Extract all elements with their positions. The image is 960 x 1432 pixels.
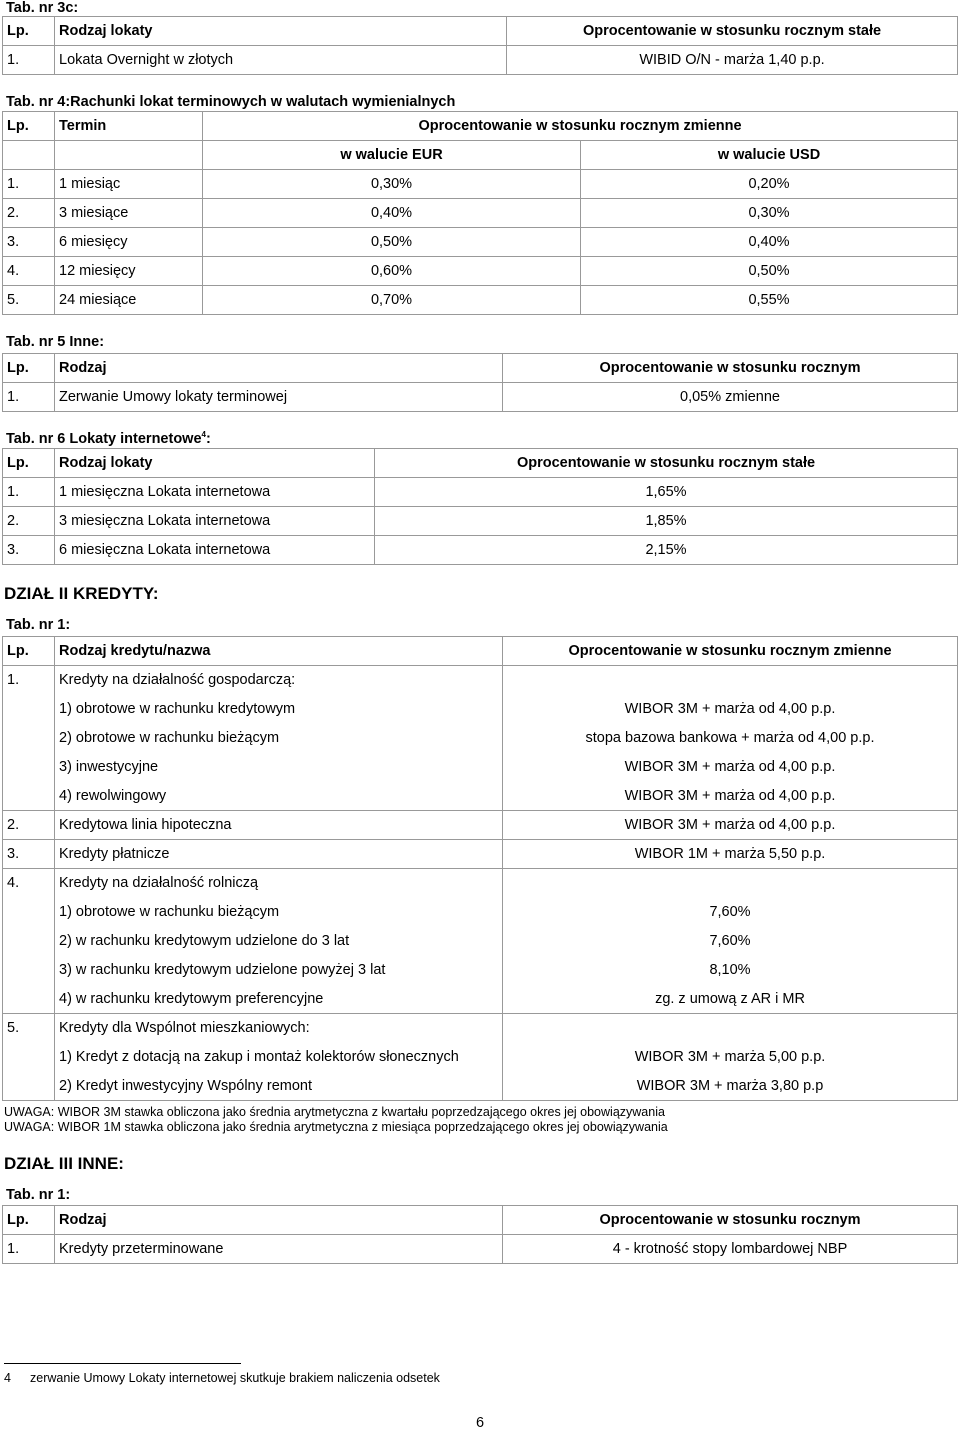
table-header: Lp. Termin Oprocentowanie w stosunku rocznym zmienne (3, 112, 958, 141)
note-wibor-1m: UWAGA: WIBOR 1M stawka obliczona jako średnia arytmetyczna z miesiąca poprzedzającego okres jej obowiązywania (4, 1120, 668, 1134)
header-type: Rodzaj lokaty (55, 17, 507, 46)
footnote-separator (4, 1363, 241, 1364)
table-subheader: w walucie EUR w walucie USD (3, 141, 958, 170)
table-row: 1. Lokata Overnight w złotych WIBID O/N - marża 1,40 p.p. (3, 46, 958, 75)
page-number: 6 (475, 1415, 485, 1431)
table-row: 1. 1 miesiąc 0,30% 0,20% (3, 170, 958, 199)
table-row: 2. 3 miesięczna Lokata internetowa 1,85% (3, 507, 958, 536)
note-wibor-3m: UWAGA: WIBOR 3M stawka obliczona jako średnia arytmetyczna z kwartału poprzedzającego okres jej obowiązywania (4, 1105, 665, 1119)
table-row: 1) obrotowe w rachunku bieżącym 7,60% (3, 898, 958, 927)
other-tab-1-title: Tab. nr 1: (6, 1187, 71, 1203)
table-row: 1. Kredyty na działalność gospodarczą: (3, 666, 958, 695)
footnote-text: zerwanie Umowy Lokaty internetowej skutkuje brakiem naliczenia odsetek (30, 1371, 440, 1385)
table-row: 2. Kredytowa linia hipoteczna WIBOR 3M + marża od 4,00 p.p. (3, 811, 958, 840)
table-header: Lp. Rodzaj Oprocentowanie w stosunku rocznym (3, 354, 958, 383)
table-row: 2. 3 miesiące 0,40% 0,30% (3, 199, 958, 228)
table-5 (2, 353, 958, 412)
table-row: 1. 1 miesięczna Lokata internetowa 1,65% (3, 478, 958, 507)
table-row: 1) Kredyt z dotacją na zakup i montaż kolektorów słonecznych WIBOR 3M + marża 5,00 p.p. (3, 1043, 958, 1072)
table-row: 2) Kredyt inwestycyjny Wspólny remont WIBOR 3M + marża 3,80 p.p (3, 1072, 958, 1101)
section-title-credits: DZIAŁ II KREDYTY: (4, 584, 159, 603)
table-row: 1) obrotowe w rachunku kredytowym WIBOR 3M + marża od 4,00 p.p. (3, 695, 958, 724)
section-title-other: DZIAŁ III INNE: (4, 1154, 124, 1173)
table-header: Lp. Rodzaj Oprocentowanie w stosunku rocznym (3, 1206, 958, 1235)
table-row: 3. 6 miesięcy 0,50% 0,40% (3, 228, 958, 257)
table-4 (2, 111, 958, 315)
table-header (3, 17, 958, 46)
table-row: 2) w rachunku kredytowym udzielone do 3 lat 7,60% (3, 927, 958, 956)
credits-table (2, 636, 958, 1101)
header-lp: Lp. (3, 17, 55, 46)
table-row: 4. 12 miesięcy 0,60% 0,50% (3, 257, 958, 286)
table-row: 1. Kredyty przeterminowane 4 - krotność stopy lombardowej NBP (3, 1235, 958, 1264)
table-header: Lp. Rodzaj kredytu/nazwa Oprocentowanie w stosunku rocznym zmienne (3, 637, 958, 666)
tab-3c-title: Tab. nr 3c: (6, 0, 79, 16)
table-row: 5. Kredyty dla Wspólnot mieszkaniowych: (3, 1014, 958, 1043)
other-table (2, 1205, 958, 1264)
credits-tab-1-title: Tab. nr 1: (6, 617, 71, 633)
footnote-number: 4 (4, 1371, 11, 1385)
table-row: 4) rewolwingowy WIBOR 3M + marża od 4,00 p.p. (3, 782, 958, 811)
tab-5-title: Tab. nr 5 Inne: (6, 334, 105, 350)
table-row: 3. Kredyty płatnicze WIBOR 1M + marża 5,50 p.p. (3, 840, 958, 869)
table-row: 3) w rachunku kredytowym udzielone powyżej 3 lat 8,10% (3, 956, 958, 985)
table-row: 1. Zerwanie Umowy lokaty terminowej 0,05% zmienne (3, 383, 958, 412)
footnote (4, 1371, 440, 1385)
header-rate: Oprocentowanie w stosunku rocznym stałe (507, 17, 958, 46)
table-row: 4) w rachunku kredytowym preferencyjne zg. z umową z AR i MR (3, 985, 958, 1014)
table-row: 5. 24 miesiące 0,70% 0,55% (3, 286, 958, 315)
table-row: 2) obrotowe w rachunku bieżącym stopa bazowa bankowa + marża od 4,00 p.p. (3, 724, 958, 753)
table-row: 3) inwestycyjne WIBOR 3M + marża od 4,00 p.p. (3, 753, 958, 782)
notes (4, 1105, 668, 1135)
tab-4-title: Tab. nr 4:Rachunki lokat terminowych w walutach wymienialnych (6, 94, 456, 110)
footnote-marker: 4 (201, 430, 206, 439)
table-row: 4. Kredyty na działalność rolniczą (3, 869, 958, 898)
table-header: Lp. Rodzaj lokaty Oprocentowanie w stosunku rocznym stałe (3, 449, 958, 478)
table-3c (2, 16, 958, 75)
table-row: 3. 6 miesięczna Lokata internetowa 2,15% (3, 536, 958, 565)
table-6 (2, 448, 958, 565)
tab-6-title: Tab. nr 6 Lokaty internetowe$^4$: (6, 430, 211, 447)
